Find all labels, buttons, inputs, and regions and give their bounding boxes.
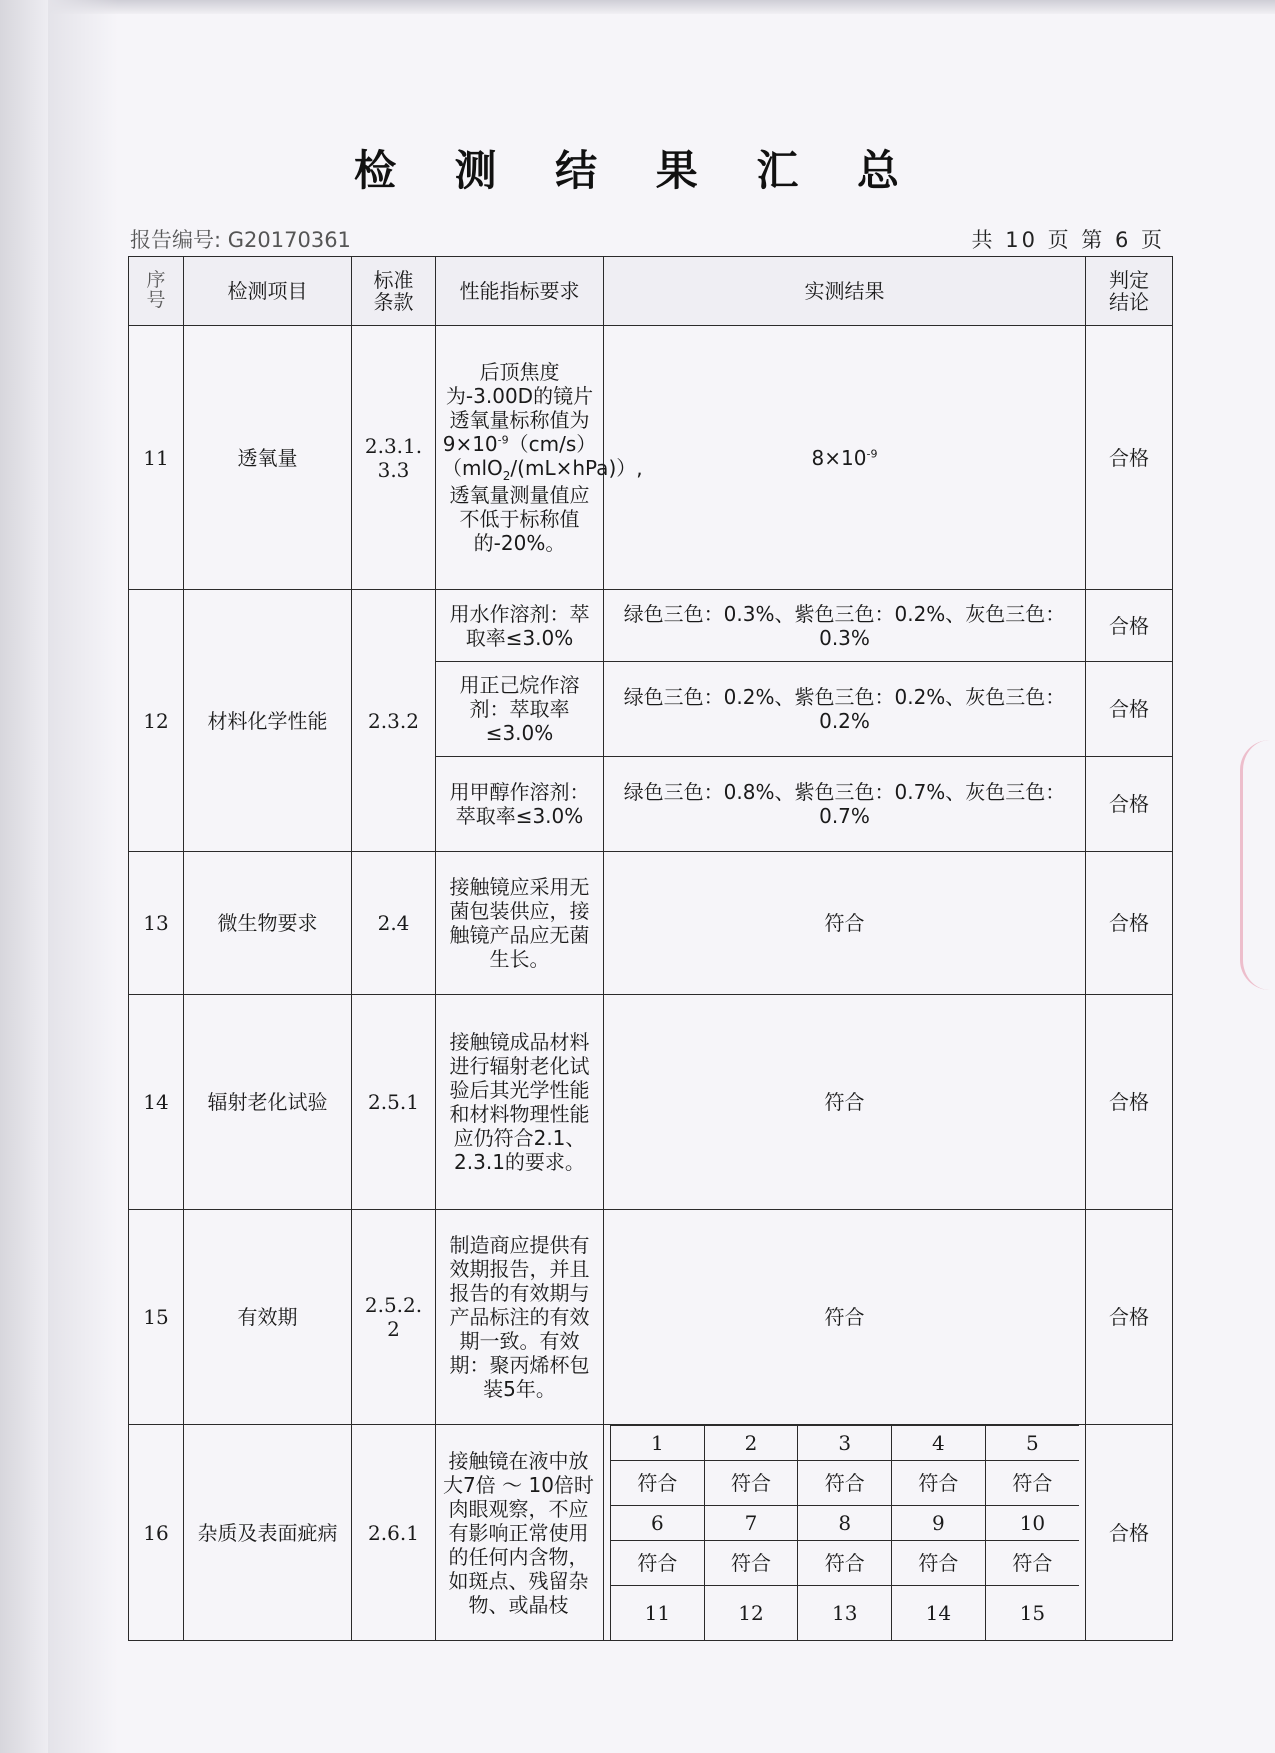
row-requirement: 接触镜成品材料进行辐射老化试验后其光学性能和材料物理性能应仍符合2.1、2.3.1的要求。 <box>436 995 604 1210</box>
sample-number: 13 <box>798 1586 892 1641</box>
header-result: 实测结果 <box>604 257 1086 326</box>
sample-number-row <box>611 1426 1080 1461</box>
table-row <box>129 590 1173 662</box>
sample-result: 符合 <box>704 1541 798 1586</box>
row-clause: 2.4 <box>352 852 436 995</box>
sample-result: 符合 <box>798 1541 892 1586</box>
sample-number: 8 <box>798 1506 892 1541</box>
table-row <box>129 1210 1173 1425</box>
row-seq: 15 <box>129 1210 184 1425</box>
sample-number: 2 <box>704 1426 798 1461</box>
header-conclusion: 判定结论 <box>1086 257 1173 326</box>
row-result: 绿色三色：0.3%、紫色三色：0.2%、灰色三色：0.3% <box>604 590 1086 662</box>
sample-grid <box>610 1425 1079 1640</box>
header-seq: 序号 <box>129 257 184 326</box>
row-conclusion: 合格 <box>1086 757 1173 852</box>
page-top-edge <box>0 0 1275 14</box>
page-info: 共 10 页 第 6 页 <box>971 228 1165 252</box>
row-result: $8\times 10^{-9}$ <box>604 326 1086 590</box>
row-clause: 2.5.1 <box>352 995 436 1210</box>
sample-number: 6 <box>611 1506 705 1541</box>
header-item: 检测项目 <box>184 257 352 326</box>
report-number: 报告编号: G20170361 <box>130 228 351 252</box>
row-item: 杂质及表面疵病 <box>184 1425 352 1641</box>
row-conclusion: 合格 <box>1086 326 1173 590</box>
row-seq: 11 <box>129 326 184 590</box>
sample-number: 1 <box>611 1426 705 1461</box>
header-clause: 标准条款 <box>352 257 436 326</box>
sample-number: 14 <box>892 1586 986 1641</box>
sample-result: 符合 <box>985 1541 1079 1586</box>
sample-number: 4 <box>892 1426 986 1461</box>
row-seq: 14 <box>129 995 184 1210</box>
row-conclusion: 合格 <box>1086 590 1173 662</box>
sample-results-grid <box>604 1425 1086 1641</box>
sample-result: 符合 <box>611 1461 705 1506</box>
row-requirement: 用水作溶剂：萃取率≤3.0% <box>436 590 604 662</box>
row-requirement: 制造商应提供有效期报告，并且报告的有效期与产品标注的有效期一致。有效期：聚丙烯杯包装5年。 <box>436 1210 604 1425</box>
table-row <box>129 852 1173 995</box>
sample-result: 符合 <box>611 1541 705 1586</box>
row-result: 符合 <box>604 1210 1086 1425</box>
row-conclusion: 合格 <box>1086 662 1173 757</box>
row-requirement: 后顶焦度为-3.00D的镜片透氧量标称值为$9\times 10^{-9}(cm/s)(mlO_2/(mL\times hPa))$,透氧量测量值应不低于标称值的-20%。 <box>436 326 604 590</box>
row-item: 有效期 <box>184 1210 352 1425</box>
sample-number: 3 <box>798 1426 892 1461</box>
row-requirement: 用正己烷作溶剂：萃取率≤3.0% <box>436 662 604 757</box>
row-requirement: 接触镜应采用无菌包装供应，接触镜产品应无菌生长。 <box>436 852 604 995</box>
row-clause: 2.6.1 <box>352 1425 436 1641</box>
row-result: 符合 <box>604 852 1086 995</box>
binding-spine <box>0 0 49 1753</box>
row-seq: 12 <box>129 590 184 852</box>
row-clause: 2.3.1.3.3 <box>352 326 436 590</box>
sample-result: 符合 <box>704 1461 798 1506</box>
sample-number: 10 <box>985 1506 1079 1541</box>
table-row <box>129 995 1173 1210</box>
sample-number-row <box>611 1506 1080 1541</box>
row-conclusion: 合格 <box>1086 995 1173 1210</box>
sample-number: 12 <box>704 1586 798 1641</box>
row-requirement: 用甲醇作溶剂：萃取率≤3.0% <box>436 757 604 852</box>
table-header-row <box>129 257 1173 326</box>
sample-result-row <box>611 1541 1080 1586</box>
row-conclusion: 合格 <box>1086 1210 1173 1425</box>
row-seq: 16 <box>129 1425 184 1641</box>
table-row <box>129 326 1173 590</box>
row-clause: 2.5.2.2 <box>352 1210 436 1425</box>
row-conclusion: 合格 <box>1086 852 1173 995</box>
header-requirement: 性能指标要求 <box>436 257 604 326</box>
sample-result-row <box>611 1461 1080 1506</box>
row-result: 符合 <box>604 995 1086 1210</box>
sample-number: 9 <box>892 1506 986 1541</box>
row-conclusion: 合格 <box>1086 1425 1173 1641</box>
sample-result: 符合 <box>985 1461 1079 1506</box>
sample-number: 5 <box>985 1426 1079 1461</box>
row-result: 绿色三色：0.2%、紫色三色：0.2%、灰色三色：0.2% <box>604 662 1086 757</box>
sample-result: 符合 <box>798 1461 892 1506</box>
sample-number: 7 <box>704 1506 798 1541</box>
row-requirement: 接触镜在液中放大7倍 ～ 10倍时肉眼观察，不应有影响正常使用的任何内含物，如斑点、残留杂物、或晶枝 <box>436 1425 604 1641</box>
binding-shadow <box>48 0 118 1753</box>
page-title: 检 测 结 果 汇 总 <box>353 146 922 195</box>
row-result: 绿色三色：0.8%、紫色三色：0.7%、灰色三色：0.7% <box>604 757 1086 852</box>
row-seq: 13 <box>129 852 184 995</box>
seal-stamp-edge <box>1240 740 1275 990</box>
row-item: 材料化学性能 <box>184 590 352 852</box>
row-item: 微生物要求 <box>184 852 352 995</box>
row-clause: 2.3.2 <box>352 590 436 852</box>
sample-result: 符合 <box>892 1461 986 1506</box>
table-row <box>129 1425 1173 1641</box>
row-item: 辐射老化试验 <box>184 995 352 1210</box>
sample-number: 11 <box>611 1586 705 1641</box>
sample-number: 15 <box>985 1586 1079 1641</box>
sample-number-row <box>611 1586 1080 1641</box>
sample-result: 符合 <box>892 1541 986 1586</box>
row-item: 透氧量 <box>184 326 352 590</box>
results-table <box>128 256 1173 1641</box>
